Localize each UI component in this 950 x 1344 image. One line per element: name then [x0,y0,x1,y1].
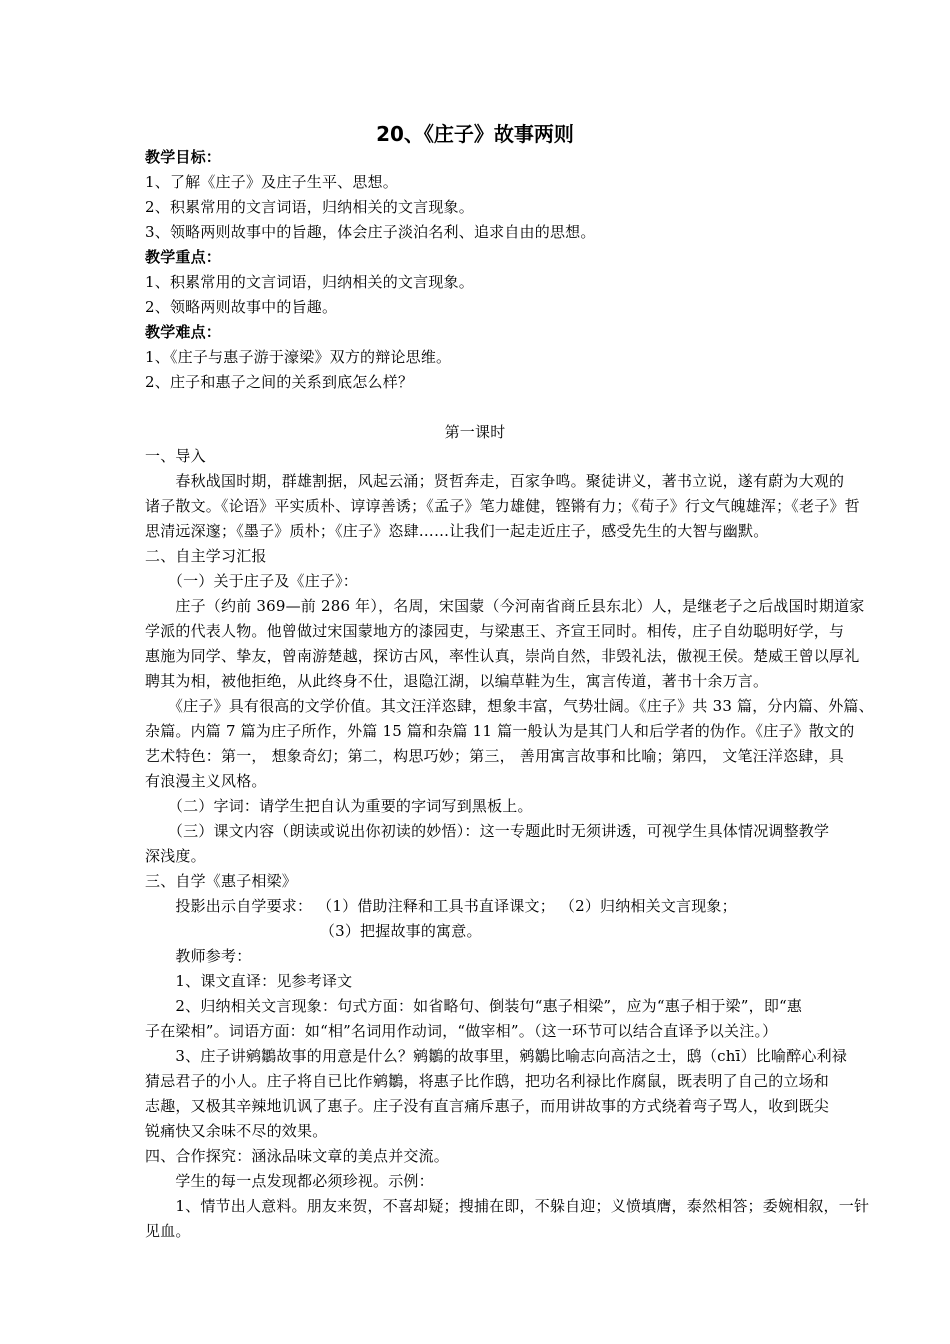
body-line: 《庄子》具有很高的文学价值。其文汪洋恣肆，想象丰富，气势壮阔。《庄子》共 33 篇，分内篇、外篇、 [145,697,874,715]
body-line: 学派的代表人物。他曾做过宋国蒙地方的漆园吏，与梁惠王、齐宣王同时。相传，庄子自幼聪明好学，与 [145,622,845,640]
body-line: 一、导入 [145,447,206,465]
body-line: 猜忌君子的小人。庄子将自已比作鹓鶵，将惠子比作鸱，把功名利禄比作腐鼠，既表明了自己的立场和 [145,1072,830,1090]
lesson-heading: 第一课时 [444,423,506,441]
key-point-item: 2、领略两则故事中的旨趣。 [145,298,338,316]
body-line: 志趣，又极其辛辣地讥讽了惠子。庄子没有直言痛斥惠子，而用讲故事的方式绕着弯子骂人，收到既尖 [145,1097,830,1115]
difficulty-item: 1、《庄子与惠子游于濠梁》双方的辩论思维。 [145,348,452,366]
body-line: （3）把握故事的寓意。 [145,922,482,940]
body-line: 子在梁相”。词语方面：如“相”名词用作动词，“做宰相”。（这一环节可以结合直译予以关注。） [145,1022,778,1040]
body-line: 投影出示自学要求： （1）借助注释和工具书直译课文； （2）归纳相关文言现象； [145,897,737,915]
body-line: 1、情节出人意料。朋友来贺，不喜却疑；搜捕在即，不躲自迎；义愤填膺，泰然相答；委婉相叙，一针 [145,1197,870,1215]
body-line: 3、庄子讲鹓鶵故事的用意是什么？鹓鶵的故事里，鹓鶵比喻志向高洁之士，鸱（chī）比喻醉心利禄 [145,1047,848,1065]
body-line: 艺术特色：第一， 想象奇幻；第二，构思巧妙；第三， 善用寓言故事和比喻；第四， 文笔汪洋恣肆，具 [145,747,844,765]
body-line: 锐痛快又余味不尽的效果。 [145,1122,328,1140]
page-title: 20、《庄子》故事两则 [376,122,574,146]
body-line: 惠施为同学、挚友，曾南游楚越，探访古风，率性认真，崇尚自然，非毁礼法，傲视王侯。楚威王曾以厚礼 [145,647,860,665]
body-line: 杂篇。内篇 7 篇为庄子所作，外篇 15 篇和杂篇 11 篇一般认为是其门人和后学者的伪作。《庄子》散文的 [145,722,855,740]
difficulties-heading: 教学难点： [145,323,222,341]
body-line: 春秋战国时期，群雄割据，风起云涌；贤哲奔走，百家争鸣。聚徒讲义，著书立说，遂有蔚为大观的 [145,472,845,490]
body-line: 教师参考： [145,947,252,965]
body-line: 四、合作探究：涵泳品味文章的美点并交流。 [145,1147,450,1165]
body-line: 2、归纳相关文言现象：句式方面：如省略句、倒装句“惠子相梁”，应为“惠子相于梁”，即“惠 [145,997,803,1015]
objectives-heading: 教学目标： [145,148,222,166]
body-line: 思清远深邃；《墨子》质朴；《庄子》恣肆……让我们一起走近庄子，感受先生的大智与幽默。 [145,522,769,540]
objective-item: 1、了解《庄子》及庄子生平、思想。 [145,173,398,191]
body-line: （二）字词：请学生把自认为重要的字词写到黑板上。 [145,797,533,815]
body-line: 有浪漫主义风格。 [145,772,267,790]
body-line: 庄子（约前 369—前 286 年），名周，宋国蒙（今河南省商丘县东北）人，是继老子之后战国时期道家 [145,597,865,615]
key-point-item: 1、积累常用的文言词语，归纳相关的文言现象。 [145,273,474,291]
key-points-heading: 教学重点： [145,248,222,266]
body-line: 见血。 [145,1222,191,1240]
body-line: 学生的每一点发现都必须珍视。示例： [145,1172,434,1190]
body-line: （一）关于庄子及《庄子》： [145,572,359,590]
body-line: 聘其为相，被他拒绝，从此终身不仕，退隐江湖，以编草鞋为生，寓言传道，著书十余万言。 [145,672,769,690]
body-line: 三、自学《惠子相梁》 [145,872,298,890]
objective-item: 2、积累常用的文言词语，归纳相关的文言现象。 [145,198,474,216]
body-line: 二、自主学习汇报 [145,547,267,565]
body-line: （三）课文内容（朗读或说出你初读的妙悟）：这一专题此时无须讲透，可视学生具体情况调整教学 [145,822,830,840]
body-line: 诸子散文。《论语》平实质朴、谆谆善诱；《孟子》笔力雄健，铿锵有力；《荀子》行文气魄雄浑；《老子》哲 [145,497,860,515]
body-line: 深浅度。 [145,847,206,865]
objective-item: 3、领略两则故事中的旨趣，体会庄子淡泊名利、追求自由的思想。 [145,223,596,241]
difficulty-item: 2、庄子和惠子之间的关系到底怎么样？ [145,373,414,391]
body-line: 1、课文直译：见参考译文 [145,972,353,990]
